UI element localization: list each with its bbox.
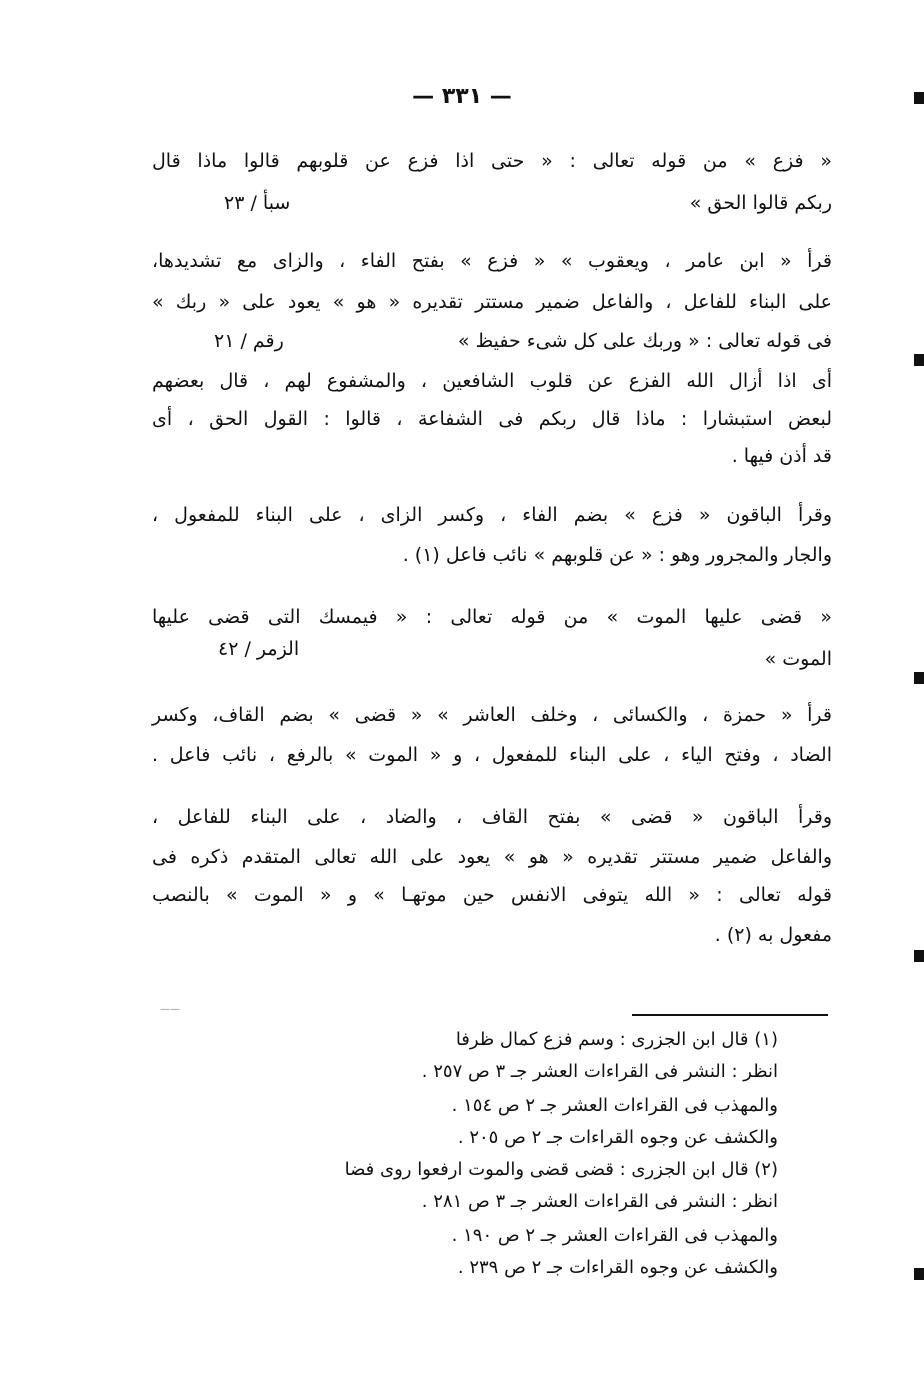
footnote-line: (١) قال ابن الجزرى : وسم فزع كمال ظرفا [455,1029,778,1050]
scan-edge-mark [914,354,924,366]
text-line: وقرأ الباقون « فزع » بضم الفاء ، وكسر الزاى ، على البناء للمفعول ، [152,504,832,526]
footnote-line: والكشف عن وجوه القراءات جـ ٢ ص ٢٠٥ . [457,1127,778,1148]
footnote-line: انظر : النشر فى القراءات العشر جـ ٣ ص ٢٥٧ . [421,1061,778,1082]
verse-reference: رقم / ٢١ [214,330,284,352]
footnote-line: والكشف عن وجوه القراءات جـ ٢ ص ٢٣٩ . [457,1257,778,1278]
footnote-line: والمهذب فى القراءات العشر جـ ٢ ص ١٩٠ . [451,1225,778,1246]
footnote-line: والمهذب فى القراءات العشر جـ ٢ ص ١٥٤ . [451,1095,778,1116]
scan-edge-mark [914,92,924,104]
text-line: « قضى عليها الموت » من قوله تعالى : « فيمسك التى قضى عليها [152,606,832,628]
text-line: الموت » [764,648,832,670]
text-line: ربكم قالوا الحق » [689,192,832,214]
text-line: قد أذن فيها . [731,445,832,467]
text-line: لبعض استبشارا : ماذا قال ربكم فى الشفاعة ، قالوا : القول الحق ، أى [152,408,832,430]
text-line: قرأ « حمزة ، والكسائى ، وخلف العاشر » « قضى » بضم القاف، وكسر [152,704,832,726]
verse-reference: سبأ / ٢٣ [224,192,291,214]
scan-speck: —— [160,1004,180,1015]
page-number: — ٣٣١ — [412,84,512,109]
footnote-line: انظر : النشر فى القراءات العشر جـ ٣ ص ٢٨١ . [421,1191,778,1212]
text-line: قرأ « ابن عامر ، ويعقوب » « فزع » بفتح الفاء ، والزاى مع تشديدها، [152,250,832,272]
footnote-line: (٢) قال ابن الجزرى : قضى قضى والموت ارفعوا روى فضا [344,1159,778,1180]
scan-edge-mark [914,1268,924,1280]
text-line: فى قوله تعالى : « وربك على كل شىء حفيظ » [457,330,832,352]
text-line: الضاد ، وفتح الياء ، على البناء للمفعول ، و « الموت » بالرفع ، نائب فاعل . [152,744,832,766]
verse-reference: الزمر / ٤٢ [218,638,300,660]
text-line: أى اذا أزال الله الفزع عن قلوب الشافعين ، والمشفوع لهم ، قال بعضهم [152,370,832,392]
text-line: والفاعل ضمير مستتر تقديره « هو » يعود على الله تعالى المتقدم ذكره فى [152,846,832,868]
text-line: مفعول به (٢) . [714,924,832,946]
text-line: وقرأ الباقون « قضى » بفتح القاف ، والضاد ، على البناء للفاعل ، [152,806,832,828]
scan-edge-mark [914,950,924,962]
text-line: والجار والمجرور وهو : « عن قلوبهم » نائب فاعل (١) . [402,544,832,566]
text-line: على البناء للفاعل ، والفاعل ضمير مستتر تقديره « هو » يعود على « ربك » [152,291,832,313]
footnote-separator [632,1014,828,1016]
scan-edge-mark [914,672,924,684]
text-line: قوله تعالى : « الله يتوفى الانفس حين موتهـا » و « الموت » بالنصب [152,884,832,906]
text-line: « فزع » من قوله تعالى : « حتى اذا فزع عن قلوبهم قالوا ماذا قال [152,150,832,172]
